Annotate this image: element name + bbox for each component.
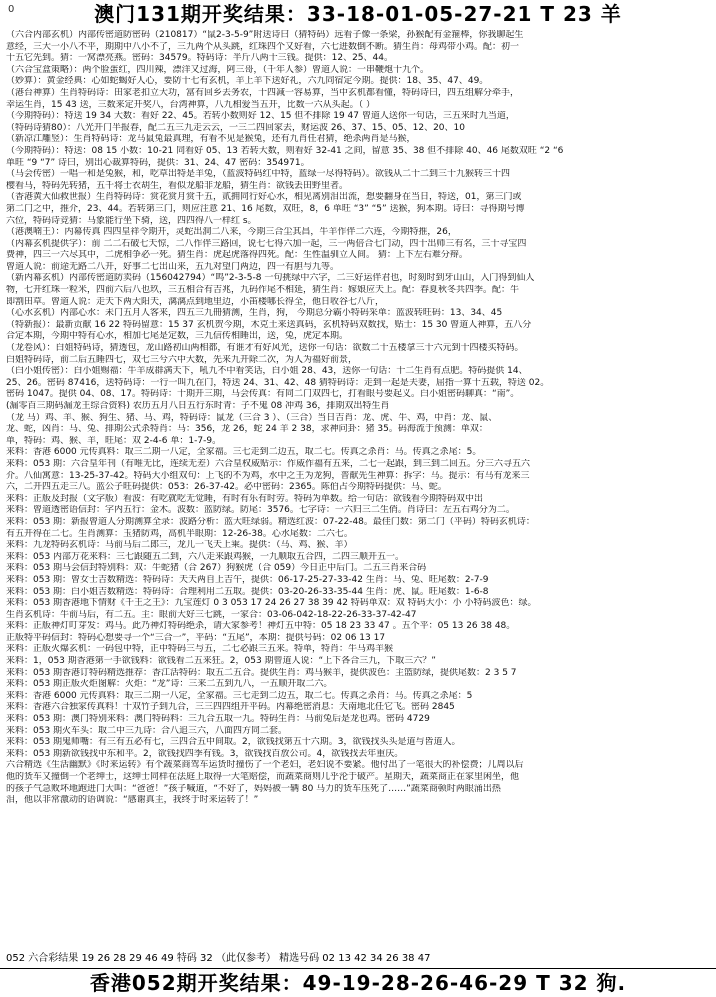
text-body	[6, 30, 710, 950]
text-line: 曾道人说：前途无路二八开，好事二七出山来，五九对望门两边，四一有胆与九等。	[6, 261, 340, 272]
corner-mark: 0	[8, 4, 15, 15]
text-line: （今期特码）：特送：08 15 小数：10-21 同看好 05、13 若转大数，则看好 32-41 之间，留意 35、38 但不排除 40、46 尾数双旺 “2 “6	[6, 145, 564, 156]
text-line: （白小姐传密）：白小姐赐福：牛羊成群满天下，吼九不中看笑话，白小姐 28、43，送你一句话：十二生肖有点肥。特码提供 14、	[6, 366, 528, 377]
text-line: 的孩子气急败坏地跑进门大叫：“爸爸！”孩子喊道，“不好了，妈妈被一辆 80 马力的货车压死了……”蔬菜商顿时两眼涌出热	[6, 783, 501, 794]
text-line: (漏零百三期码漏龙王综合资料) 农历五月八日五行东时青：子不鬼 08 冲鸡 36，排期双出特生肖	[6, 401, 390, 411]
text-line: 来料：正版神灯叮芽发：鸡马。此乃神灯特码绝杀，请大家参考！神灯五中特：05 18 23 33 47 。五个平：05 13 26 38 48。	[6, 621, 516, 632]
text-line: 来料：053 期香港地下情财《千王之王》：九宝莲灯 0 3 053 17 24 26 27 38 39 42 特码单双：双 特码大小：小 小特码波色：绿。	[6, 598, 537, 609]
text-line: 来料：曾道透密语信封：字内五行：金木。波数：蓝防绿。防尾：3576。七字诗：一六归三二生俏。肖诗曰：左五右鸡分为二。	[6, 505, 515, 516]
text-line: 来料：053 期马会信封特别料：双：牛蛇猪（合 267）狗猴虎（合 059）今日正中后门。二五三肖来合码	[6, 563, 427, 574]
text-line: 来料：053 期：六合皇年刊（有唯无比，连续无差）六合皇权威贴示：作威作福有五来，二七一起跟，到三到二回五。分三六寻五六	[6, 458, 531, 469]
text-line: 来料：正版及封报（文字版）看波：有吃就吃无觉睡，有时有乐有时劳。特码为单数。给一句话：欲钱看今期特码双中出	[6, 493, 484, 504]
text-line: （六合内部玄机）内部传密道防密码（210817）“鼠2-3-5-9”附送诗曰（猜特码）远看子像一条梁，孙猴配有金箍棒，你我聊起生	[6, 30, 524, 40]
text-line: （心水玄机）内部心水：未门五月人客来，四五三九冊猜测，生肖，狗， 今期总分霸小特码采单：蓝波转旺码：13、34、45	[6, 308, 503, 319]
text-line: 樱看马，特码先转猪，五千将士衣胡生，看似龙船非龙船，猜生肖：欲钱丢田野里者。	[6, 180, 349, 191]
text-line: 来料：香港 6000 元传真料：取三二期一八定，全家福。三七走到二边五，取二七。传真之杀肖：马。传真之杀尾：5	[6, 690, 473, 701]
text-line: （新内幕玄机）内部传密道防卖码（156042794）“鸣”2-3-5-8 一句挑绿中六字，二三好运伴君也，时刻时到牙山山，入门得到仙人	[6, 273, 535, 284]
text-line: 六合精选《生活幽默》《时来运转》有个蔬菜商驾车运货时撞伤了一个老妇，老妇说不要紧。他付出了一笔很大的补偿费；几周以后	[6, 760, 524, 771]
text-line: 来料：香港 6000 元传真料：取三二期一八定，全家福。三七走到二边五，取二七。传真之杀肖：马。传真之杀尾：5。	[6, 447, 482, 458]
text-line: （新凉江雕竖）：生肖特码诗：龙马鼠兔最真理，有看不见是猴兔，还有九肖任君猜，绝杀两肖是马猴，	[6, 134, 416, 145]
text-line: 来料：1，053 期香港第一手欲钱料：欲钱看二五来狂。2，053 期曾道人说：“上下各合三九，下取三六？”	[6, 656, 436, 667]
text-line: 龙、蛇，凶肖：马、兔、排期公式杀特肖：马：356，龙 26，蛇 24 羊 2 38，求神问卦：猪 35。码海流于预测：单双：	[6, 424, 488, 435]
text-line: 意经，三大一小八不平，期期中八小不了，三九两个从头跳，红珠四个又好看，六七进数倒不断。猜生肖：母鸡带小鸡。配：初一	[6, 41, 520, 52]
text-line: （香港黄大仙救世报）生肖特码诗：赏花赏月赏千五，贰拥同行好心水，相见离别泪出流，想要翻身在当日，特送，01，第三门或	[6, 192, 522, 203]
text-line: （港澳喃王）：内幕传真 四四皇祥令期开，灵蛇出洞二八来，今期三合尘其昌，牛羊作伴二六连，今期特推，26，	[6, 227, 457, 238]
text-line: 来料：053 内部万花来料：三七跟随五二到，六八走来跟鸡猴，一九顺取五合四，二四三顺开五一。	[6, 551, 405, 562]
text-line: 白姐特码诗，前二后五睡四七，双七三兮六中大数，先来九开除二次，为人为福好前景，	[6, 354, 358, 365]
text-line: 费神，四三一六尽其中，二虎相争必一死。猜生肖：虎起虎落得四死。配：生性温驯立人间。 猜：上下左右难分辩。	[6, 250, 468, 261]
text-line: 来料：九龙特码玄机诗：马前马后二郎三，龙儿一飞天上乘。提供：（马、鸡、猴、羊）	[6, 540, 353, 551]
page-title: 澳门131期开奖结果：33-18-01-05-27-21 T 23 羊	[94, 2, 622, 26]
text-line: 来料：053 期鬼师嘴：有三有五必有七，三四合五中间取。2，欲钱找第五十六期。3，欲钱找头头是道与皆道人。	[6, 737, 461, 748]
text-line: 来料：053 期：新报曾道人分期测算全录：波路分析：蓝大旺绿弱。精选红波：07-22-48。最佳门数：第二门（平码）特码玄机诗：	[6, 516, 535, 527]
text-line: 生肖玄机诗：牛前马后，有二五。主：眼前大好三七跳，一家合：03-06-042-18-22-26-33-37-42-47	[6, 609, 417, 620]
text-line: 来料：053 期正版火炬图解：火炬：“龙”诗：三来二五到九八，一五顺开取二六。	[6, 679, 333, 690]
text-line: （马会传密）一唱一和是兔猴，和，吃草出特是羊兔，（蓝波特码红中特，蓝绿一尽得特码）。欲钱从二十二到三十九猴转三十四	[6, 169, 511, 180]
text-line: （妙算）：黄金经典：心如蛇蝎好人心，要防十七有玄机，羊上羊下送好礼，六九同宿定今期。提供：18、35、47、49。	[6, 76, 489, 87]
text-line: 单，特码：鸡、猴、羊，旺尾：双 2-4-6 单：1-7-9。	[6, 435, 222, 446]
text-line: 来料：053 期：曾女士吉数精选：特码诗：天天两自上吉午，提供：06-17-25-27-33-42 生肖：马、兔、旺尾数：2-7-9	[6, 574, 489, 585]
text-line: 来料：正版火爆玄机：一码包中特，正中特码三与五，二七必跟三五来。特单，特肖：牛马鸡羊猴	[6, 644, 394, 655]
text-line: （特码诗猜80）：八光开门半报春，配二五三九走云云，一三二四回家去，财运波 26、37、15、05、12、20、10	[6, 122, 465, 133]
text-line: 有五开得在二七。生肖测算：玉猪防鸡，高机半眼期：12-26-38。心水尾数：二六七。	[6, 528, 353, 539]
text-line: 六，二开四五走三八。蓝公子旺码提供：053：26-37-42。必中密码：2365。陈伯占今期特码提供：马、蛇。	[6, 482, 447, 493]
text-line: （特新报）：最新贡献 16 22 特码留意：15 37 玄机贺今期，木克土来送真码，玄机特码双数找，贴士：15 30 曾道人神算，五八分	[6, 319, 532, 330]
bottom-result-banner: 香港052期开奖结果：49-19-28-26-46-29 T 32 狗.	[89, 971, 627, 995]
text-line: （龙 马）鸡、羊、猴、狗生、猪、马、鸡，特码诗：鼠龙（三合 3 ）、（三合）当日吉肖：龙、虎、牛、鸡，中肖：龙、鼠、	[6, 412, 498, 423]
text-line: 正版特平码信封：特码心想要寻一个“三合一”，平码：“五尾”，本期：提供号码：02 06 13 17	[6, 632, 386, 643]
text-line: （港台神算）生肖特码诗：田家老扣立大功，富有回乡去务农，十四减一容易算，当中玄机都看懂，特码诗曰，四五组解分牵手，	[6, 87, 520, 98]
text-line: （今期特码）：特送 19 34 大数：看好 22、45。若转小数则好 12、15 但不排除 19 47 曾道人送你一句话，三五来时九当道，	[6, 111, 515, 122]
text-line: 来料：053 期火车头：取二中三九诗：合八追三六，八面四方同二套。	[6, 725, 288, 736]
text-line: （六合宝盒策略）：两个脸蛋红，四川辣，漂洋又过海，阿三哥，（千年人参）曾道人说：一串鞭炮十九个。	[6, 64, 430, 75]
text-line: （龙卷风）：白姐特码诗，猜透包，龙山路初山两相都，有谁才有好风光，送你一句话：欲数二十五楼拿三十六元到十四楼买特码。	[6, 343, 524, 354]
text-line: 他的货车又撞倒一个老绅士，这绅士同样在法庭上取得一大笔赔偿，而蔬菜商则几乎沦于破产。星期天，蔬菜商正在家里闲坐，他	[6, 772, 520, 782]
text-line: 物，七开红珠一粒米，四前六后八也玖，三五相合有吉兆，九码作尾不相延，猜生肖：嫁娘应天上。配：春夏秋冬共四季。配：牛	[6, 285, 520, 296]
text-line: 单旺 “9 “7” 诗曰，别出心裁算特码，提供：31、24、47 密码：354971。	[6, 157, 310, 168]
text-line: 来料：053 期香港订特码精选推荐：香江活特码：取五二五合。提供生肖：鸡马猴羊，提供波色：主篮防绿，提供尾数：2 3 5 7	[6, 667, 517, 678]
text-line: 密码 1047。提供 04、08、17。特码诗：十期开三期，马会传真：有同二门双四七，打看眼号要起义。白小姐密码聊真：“南”。	[6, 389, 520, 400]
text-line: 25、26。密码 87416，送特码诗：一行一叫九在门，特送 24、31、42、48 猜特码诗：走到一起是夫妻，屈指一算十五载，特送 02。	[6, 377, 550, 388]
text-line: 泪，他以非常激动的语调说：“感谢真主，我终于时来运转了！”	[6, 795, 259, 806]
text-line: 介。八仙寓意：13-25-37-42。特码大小组双句：上飞的不为鸡，水中之王为龙狗，普献先生神算：拆字：马。提示：有马有龙来三	[6, 470, 530, 481]
text-line: （内幕玄机提供字）：前 二二石破七天惊，二八作伴三路回，说七七得六加一起，三一两倍合七门动，四十出师三有名，三十寻宝四	[6, 238, 527, 249]
text-line: 第二门之中，推介，23、44。若转第三门，则应注意 21、16 尾数，双旺，8，6 单旺 “3” “5” 送猴，狗本期。诗曰：寻得期号博	[6, 203, 525, 214]
text-line: 即割田草。曾道人说：走天下两大阳天，漓漓点到地里边，小笛楼哪长得全，他日收谷七八斤，	[6, 296, 385, 307]
text-line: 幸运生肖，15 43 送，三数来定开奖八，台湾神算，八九相爱当五开，比数一六从头起。（ ）	[6, 99, 375, 110]
text-line: 合定本期，今期中特有心水，相加七尾是定数，三九信传相睡出，送，兔，虎定本期。	[6, 331, 349, 342]
text-line: 来料：053 期：澳门特别来料：澳门特码料：三九合五取一九。特码生肖：马前兔后是龙也鸡。密码 4729	[6, 714, 430, 725]
text-line: 来料：053 期新欲钱找中东和平。2，欲钱找四季有钱。3，欲钱找百放公司。4，欲钱找去年重庆。	[6, 748, 404, 759]
text-line: 来料：053 期：白小姐吉数精选：特码诗：合理利用二五取。提供：03-20-26-33-35-44 生肖：虎、鼠。旺尾数：1-6-8	[6, 586, 489, 597]
text-line: 六位，特码诗竞猜：马象能行坐下骑，送，四四得八一样红 s。	[6, 215, 257, 226]
text-line: 来料：香港六合独家传真料！十双竹子到九合，三三四四组开平码。内幕绝密消息：天南地北任它飞。密码 2845	[6, 702, 455, 713]
text-line: 十五它先到。猜：一窝漂亮燕。密码：34579。特码诗：半斤八两十三钱。提供：12、25、44。	[6, 53, 393, 64]
previous-results-line: 052 六合彩结果 19 26 28 29 46 49 特码 32 （此仅参考） 精选号码 02 13 42 34 26 38 47	[6, 953, 431, 964]
